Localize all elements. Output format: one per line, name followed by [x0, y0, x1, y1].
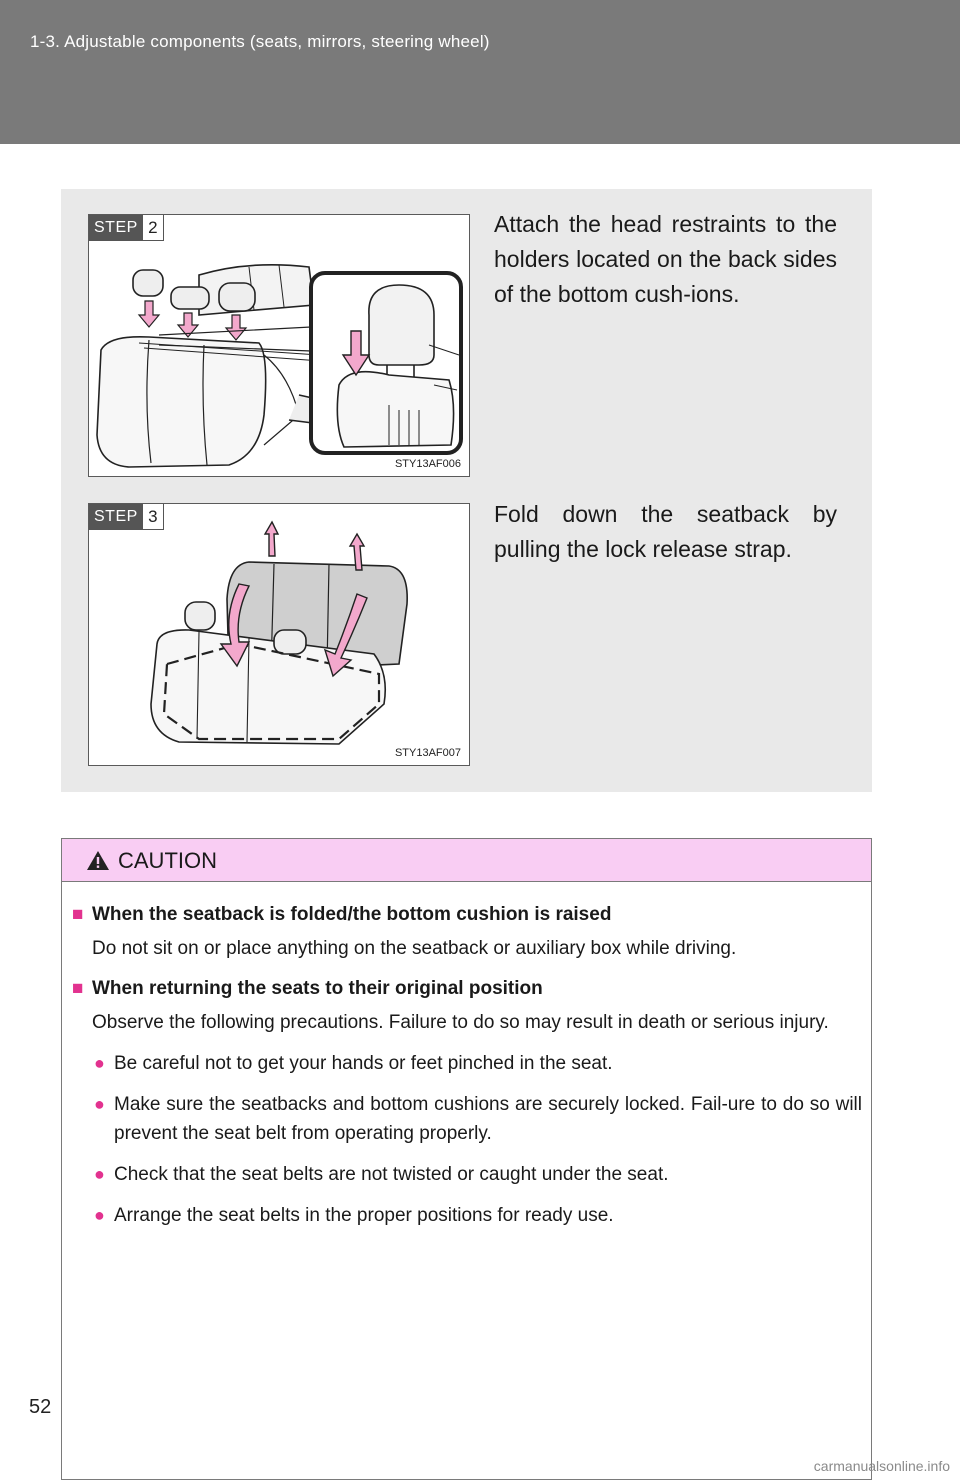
list-item: ● Be careful not to get your hands or feet pinched in the seat. [94, 1049, 862, 1078]
caution-body [72, 901, 862, 1242]
square-bullet-icon: ■ [72, 978, 84, 999]
step-word: STEP [89, 215, 143, 241]
warning-triangle-icon [86, 850, 110, 871]
round-bullet-icon: ● [94, 1205, 105, 1225]
page-number: 52 [29, 1396, 52, 1418]
page-header [0, 0, 960, 144]
step-3-illustration [88, 503, 470, 766]
watermark: carmanualsonline.info [813, 1458, 950, 1474]
step-number: 3 [143, 504, 164, 530]
step-3-instruction: Fold down the seatback by pulling the lock release strap. [494, 501, 837, 562]
round-bullet-icon: ● [94, 1164, 105, 1184]
seatback-fold-drawing [89, 504, 469, 765]
caution-heading: ■ When returning the seats to their original position [72, 975, 862, 1002]
caution-box [61, 838, 872, 1480]
caution-text: Observe the following precautions. Failure to do so may result in death or serious injury. [92, 1012, 829, 1033]
caution-header [62, 839, 871, 882]
figure-code: STY13AF007 [394, 747, 461, 759]
list-item: ● Check that the seat belts are not twisted or caught under the seat. [94, 1160, 862, 1189]
list-item: ● Make sure the seatbacks and bottom cushions are securely locked. Fail-ure to do so will prevent the seat belt from operating properly. [94, 1090, 862, 1148]
step-number: 2 [143, 215, 164, 241]
round-bullet-icon: ● [94, 1053, 105, 1073]
section-title: 1-3. Adjustable components (seats, mirrors, steering wheel) [30, 32, 490, 51]
square-bullet-icon: ■ [72, 904, 84, 925]
headrest-attach-drawing [89, 215, 469, 476]
caution-title: CAUTION [118, 848, 217, 873]
step-word: STEP [89, 504, 143, 530]
figure-code: STY13AF006 [394, 458, 461, 470]
caution-heading: ■ When the seatback is folded/the bottom cushion is raised [72, 901, 862, 928]
list-item: ● Arrange the seat belts in the proper positions for ready use. [94, 1201, 862, 1230]
step-badge [89, 215, 164, 241]
step-badge [89, 504, 164, 530]
step-2-illustration [88, 214, 470, 477]
step-2-instruction: Attach the head restraints to the holders located on the back sides of the bottom cush-ions. [494, 211, 837, 307]
round-bullet-icon: ● [94, 1094, 105, 1114]
caution-text: Do not sit on or place anything on the seatback or auxiliary box while driving. [92, 938, 737, 959]
